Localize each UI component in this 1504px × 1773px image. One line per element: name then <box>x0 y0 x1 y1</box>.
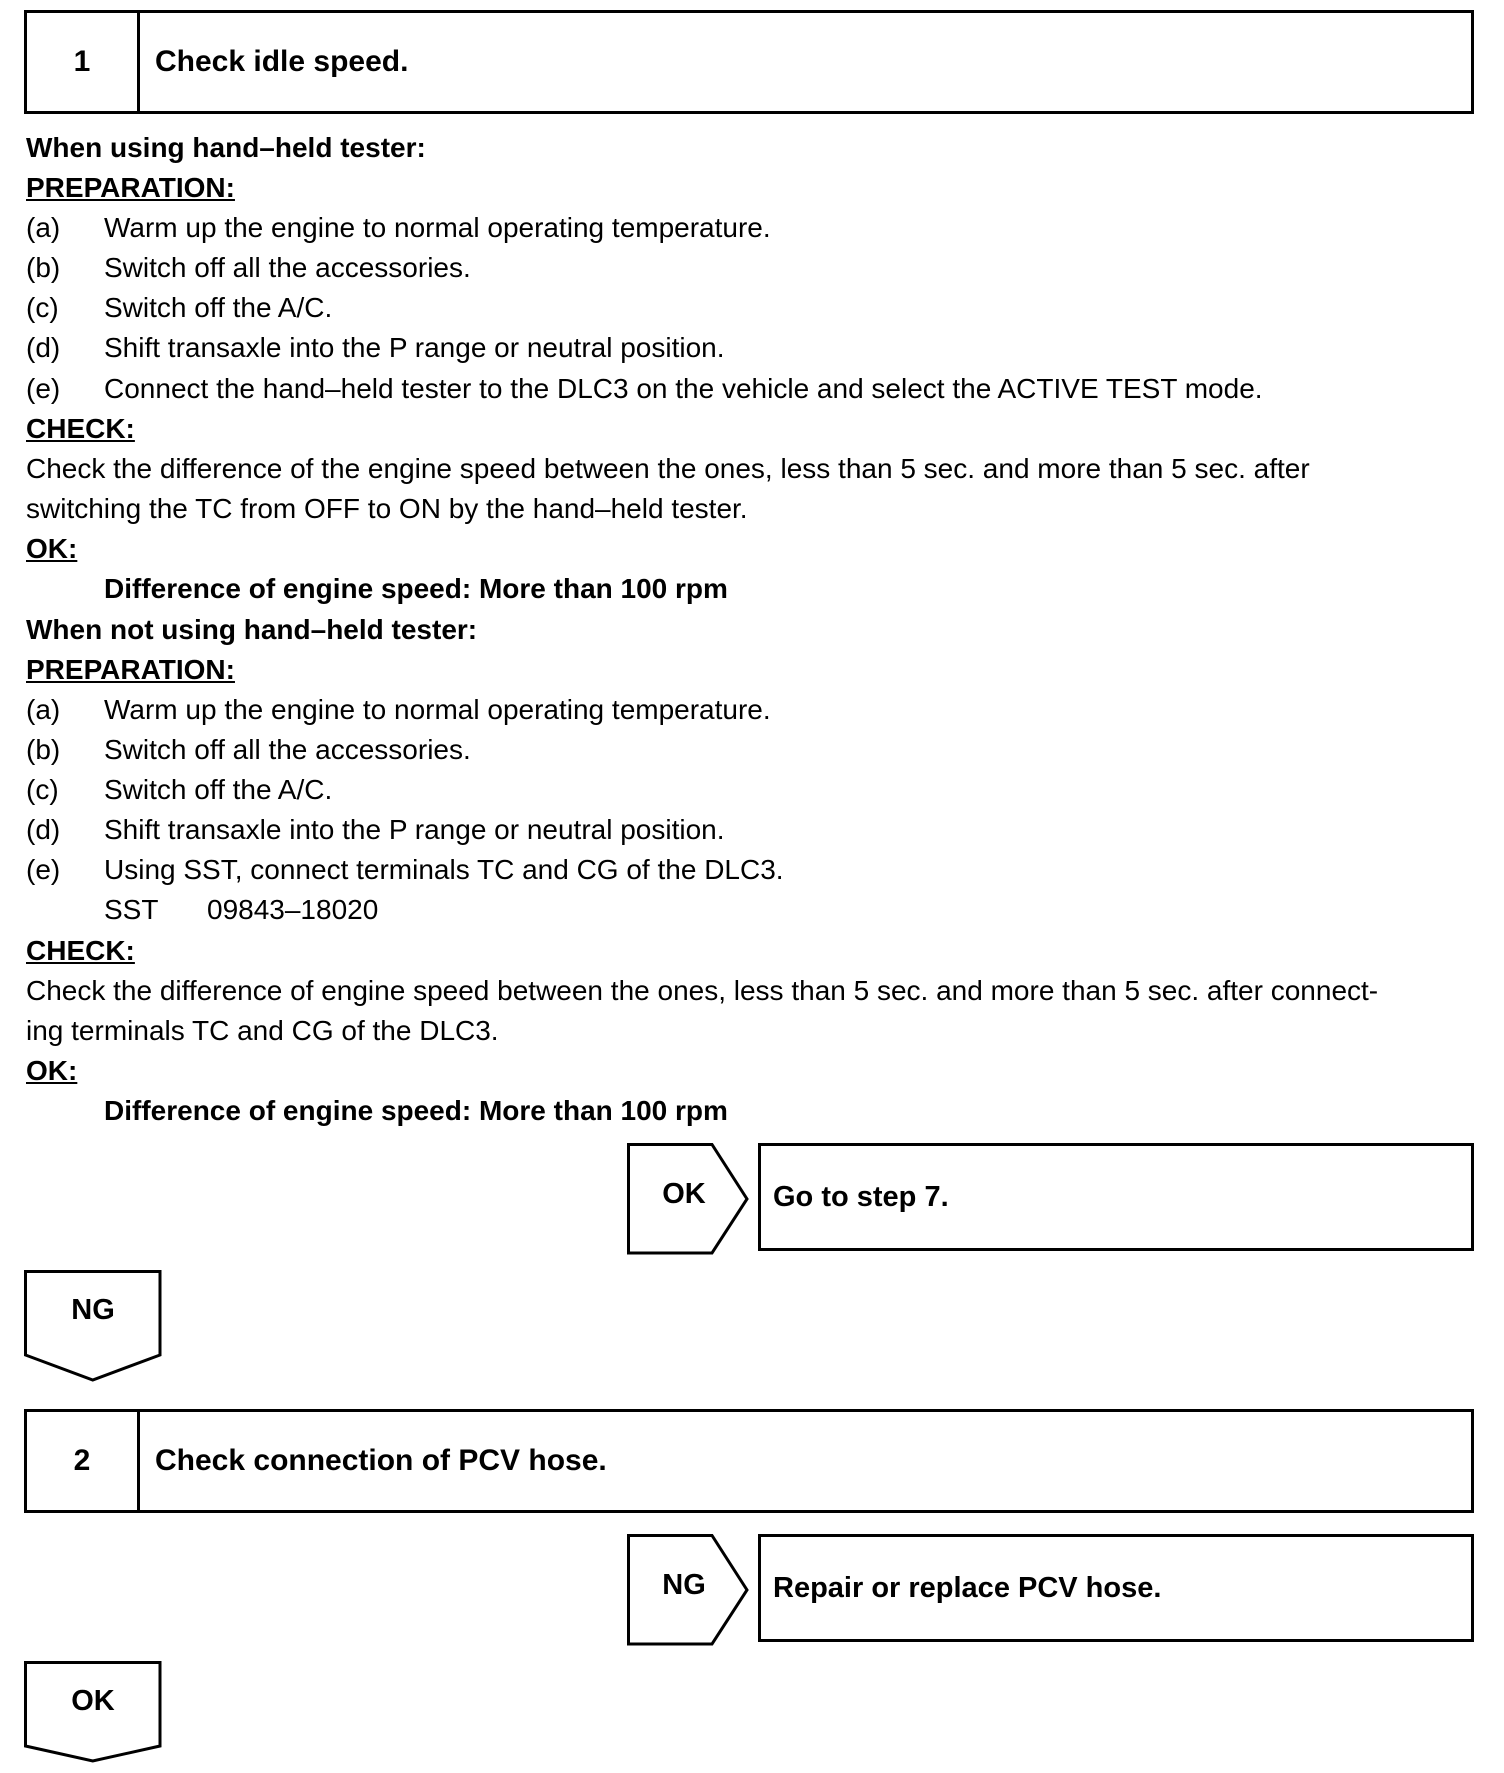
prep-item-text: Shift transaxle into the P range or neutral position. <box>104 332 725 363</box>
sst-number: 09843–18020 <box>207 894 379 925</box>
prep-item <box>26 331 725 365</box>
ng-down-label: NG <box>71 1294 115 1326</box>
prep-item-text: Using SST, connect terminals TC and CG of the DLC3. <box>104 854 784 885</box>
check-text-line: Check the difference of the engine speed between the ones, less than 5 sec. and more than 5 sec. after <box>26 453 1310 484</box>
ok-spec: Difference of engine speed: More than 100 rpm <box>104 573 728 604</box>
prep-item <box>26 251 471 285</box>
step-1-header <box>24 10 1474 114</box>
prep-item <box>26 211 771 245</box>
without-tester-heading: When not using hand–held tester: <box>26 614 478 645</box>
prep-item-text: Switch off the A/C. <box>104 774 333 805</box>
prep-item-label: (d) <box>26 814 61 845</box>
prep-item <box>26 733 471 767</box>
prep-item-label: (a) <box>26 212 61 243</box>
prep-item-label: (c) <box>26 292 59 323</box>
ok-result-text: Go to step 7. <box>773 1180 949 1213</box>
step-title: Check idle speed. <box>155 45 409 78</box>
prep-item <box>26 853 784 887</box>
prep-item-label: (b) <box>26 252 61 283</box>
prep-item <box>26 813 725 847</box>
with-tester-heading: When using hand–held tester: <box>26 132 426 163</box>
prep-item-text: Switch off all the accessories. <box>104 252 471 283</box>
prep-item <box>26 693 771 727</box>
step-number: 2 <box>27 1412 140 1510</box>
prep-item <box>26 291 332 325</box>
prep-item <box>26 773 332 807</box>
ng-result-box <box>758 1534 1474 1642</box>
ng-branch-label: NG <box>662 1569 706 1601</box>
prep-item-label: (b) <box>26 734 61 765</box>
prep-item-text: Switch off the A/C. <box>104 292 333 323</box>
prep-item-label: (e) <box>26 373 61 404</box>
prep-item-label: (e) <box>26 854 61 885</box>
check-heading: CHECK: <box>26 413 135 444</box>
ok-down-label: OK <box>71 1685 115 1717</box>
ok-heading: OK: <box>26 1055 78 1086</box>
check-heading: CHECK: <box>26 935 135 966</box>
prep-item-text: Connect the hand–held tester to the DLC3 on the vehicle and select the ACTIVE TEST mode. <box>104 373 1263 404</box>
prep-item-text: Warm up the engine to normal operating temperature. <box>104 694 771 725</box>
prep-item-label: (a) <box>26 694 61 725</box>
step-2-header <box>24 1409 1474 1513</box>
step-title: Check connection of PCV hose. <box>155 1444 607 1477</box>
ok-branch-label: OK <box>662 1178 706 1210</box>
check-text-line: Check the difference of engine speed between the ones, less than 5 sec. and more than 5 sec. after connect- <box>26 975 1379 1006</box>
step-number: 1 <box>27 13 140 111</box>
ok-result-box <box>758 1143 1474 1251</box>
prep-item-text: Switch off all the accessories. <box>104 734 471 765</box>
prep-item-label: (c) <box>26 774 59 805</box>
preparation-heading: PREPARATION: <box>26 654 235 685</box>
check-text-line: ing terminals TC and CG of the DLC3. <box>26 1015 499 1046</box>
ok-heading: OK: <box>26 533 78 564</box>
prep-item-label: (d) <box>26 332 61 363</box>
prep-item-text: Shift transaxle into the P range or neutral position. <box>104 814 725 845</box>
check-text-line: switching the TC from OFF to ON by the hand–held tester. <box>26 493 748 524</box>
sst-line <box>104 893 378 927</box>
ok-spec: Difference of engine speed: More than 100 rpm <box>104 1095 728 1126</box>
prep-item <box>26 372 1263 406</box>
preparation-heading: PREPARATION: <box>26 172 235 203</box>
prep-item-text: Warm up the engine to normal operating temperature. <box>104 212 771 243</box>
ng-result-text: Repair or replace PCV hose. <box>773 1571 1162 1604</box>
sst-label: SST <box>104 894 159 925</box>
